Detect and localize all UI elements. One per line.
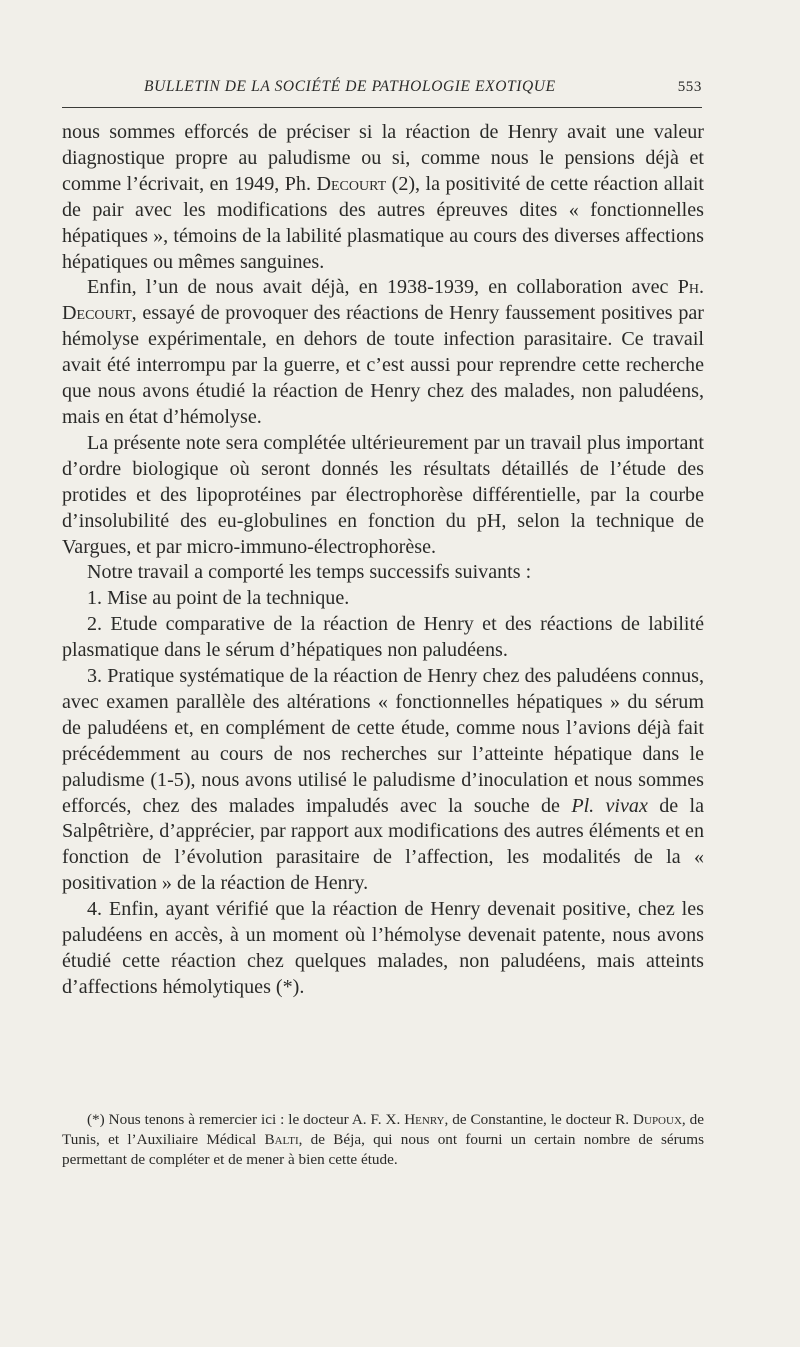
- paragraph-4: Notre travail a comporté les temps successifs suivants :: [87, 561, 532, 584]
- list-item-1: 1. Mise au point de la technique.: [87, 587, 350, 610]
- paragraph-1: nous sommes efforcés de préciser si la réaction de Henry avait une valeur diagnostique propre au paludisme ou si, comme nous le pensions déjà et comme l’écrivait, en 1949, Ph. Decourt (2), la positivité de cette réaction allait de pair avec les modifications des autres épreuves dites « fonctionnelles hépatiques », témoins de la labilité plasmatique au cours des diverses affections hépatiques ou mêmes sanguines.: [62, 121, 704, 273]
- author-name: Ph. Decourt: [62, 276, 704, 325]
- body-text: [62, 120, 704, 1001]
- species-name: Pl. vivax: [571, 794, 648, 817]
- list-item-2: 2. Etude comparative de la réaction de Henry et des réactions de labilité plasmatique dans le sérum d’hépatiques non paludéens.: [62, 613, 704, 662]
- paragraph-2: Enfin, l’un de nous avait déjà, en 1938-1939, en collaboration avec Ph. Decourt, essayé de provoquer des réactions de Henry faussement positives par hémolyse expérimentale, en dehors de toute infection parasitaire. Ce travail avait été interrompu par la guerre, et c’est aussi pour reprendre cette recherche que nous avons étudié la réaction de Henry chez des malades, non paludéens, mais en état d’hémolyse.: [62, 276, 704, 428]
- page-number: 553: [677, 79, 702, 95]
- list-item-3: 3. Pratique systématique de la réaction de Henry chez des paludéens connus, avec examen parallèle des altérations « fonctionnelles hépatiques » du sérum de paludéens et, en complément de cette étude, comme nous l’avions déjà fait précédemment au cours de nos recherches sur l’atteinte hépatique dans le paludisme (1-5), nous avons utilisé le paludisme d’inoculation et nous sommes efforcés, chez des malades impaludés avec la souche de Pl. vivax de la Salpêtrière, d’apprécier, par rapport aux modifications des autres éléments et en fonction de l’évolution parasitaire de l’affection, les modalités de la « positivation » de la réaction de Henry.: [62, 665, 705, 895]
- journal-title: BULLETIN DE LA SOCIÉTÉ DE PATHOLOGIE EXOTIQUE: [144, 78, 556, 95]
- header-rule: [62, 107, 702, 108]
- footnote: (*) Nous tenons à remercier ici : le docteur A. F. X. Henry, de Constantine, le docteur R. Dupoux, de Tunis, et l’Auxiliaire Médical Balti, de Béja, qui nous ont fourni un certain nombre de sérums permettant de compléter et de mener à bien cette étude.: [62, 1111, 704, 1168]
- paragraph-3: La présente note sera complétée ultérieurement par un travail plus important d’ordre biologique où seront donnés les résultats détaillés de l’étude des protides et des lipoprotéines par électrophorèse différentielle, par la courbe d’insolubilité des eu-globulines en fonction du pH, selon la technique de Vargues, et par micro-immuno-électrophorèse.: [62, 431, 704, 558]
- list-item-4: 4. Enfin, ayant vérifié que la réaction de Henry devenait positive, chez les paludéens en accès, à un moment où l’hémolyse devenait patente, nous avons étudié cette réaction chez quelques malades, non paludéens, mais atteints d’affections hémolytiques (*).: [62, 898, 704, 998]
- author-name: Decourt: [316, 172, 387, 195]
- running-header: [62, 78, 702, 96]
